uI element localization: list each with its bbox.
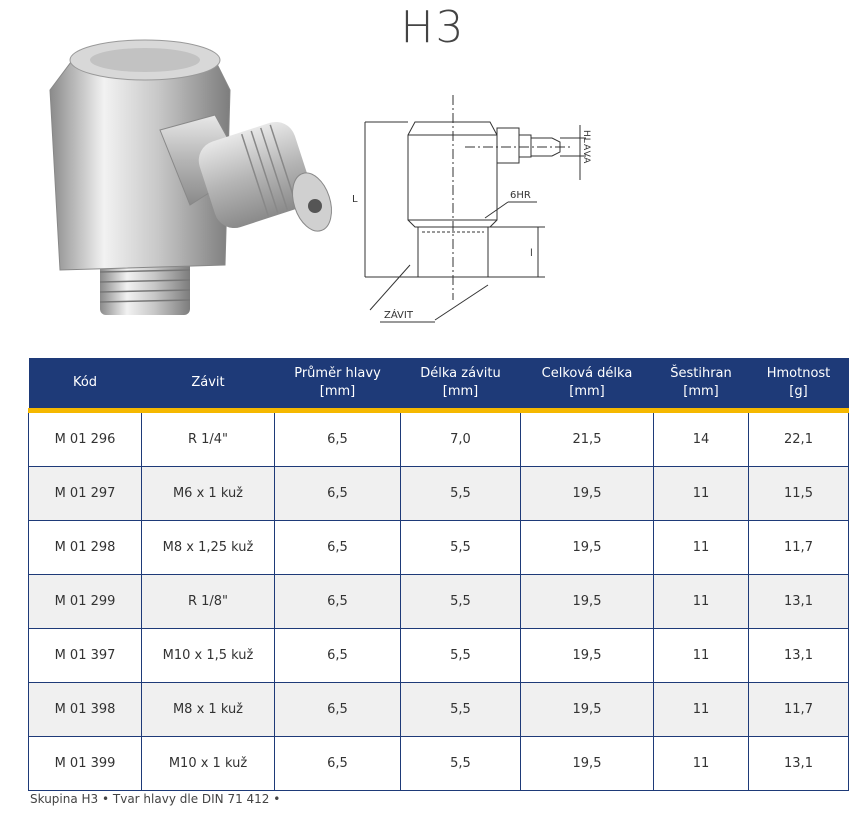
label-hlava: HLAVA <box>581 130 591 165</box>
cell-sestihran: 11 <box>654 521 749 575</box>
header-delka-zavitu: Délka závitu [mm] <box>401 358 521 411</box>
table-row <box>29 629 849 683</box>
cell-delka-zavitu: 5,5 <box>401 467 521 521</box>
cell-zavit: M8 x 1,25 kuž <box>142 521 275 575</box>
cell-celkova-delka: 19,5 <box>521 629 654 683</box>
cell-hmotnost: 13,1 <box>749 575 849 629</box>
cell-celkova-delka: 19,5 <box>521 521 654 575</box>
cell-prumer: 6,5 <box>275 467 401 521</box>
footer-note: Skupina H3 • Tvar hlavy dle DIN 71 412 • <box>30 792 281 806</box>
table-row <box>29 467 849 521</box>
cell-hmotnost: 11,7 <box>749 521 849 575</box>
cell-prumer: 6,5 <box>275 575 401 629</box>
cell-hmotnost: 13,1 <box>749 737 849 791</box>
cell-celkova-delka: 19,5 <box>521 737 654 791</box>
cell-prumer: 6,5 <box>275 521 401 575</box>
cell-prumer: 6,5 <box>275 629 401 683</box>
cell-sestihran: 11 <box>654 629 749 683</box>
cell-prumer: 6,5 <box>275 737 401 791</box>
table-row <box>29 521 849 575</box>
header-hmotnost: Hmotnost [g] <box>749 358 849 411</box>
cell-sestihran: 11 <box>654 467 749 521</box>
cell-kod: M 01 296 <box>29 411 142 467</box>
cell-kod: M 01 398 <box>29 683 142 737</box>
table-row <box>29 411 849 467</box>
spec-table <box>28 358 849 791</box>
cell-kod: M 01 299 <box>29 575 142 629</box>
cell-kod: M 01 298 <box>29 521 142 575</box>
header-prumer-hlavy: Průměr hlavy [mm] <box>275 358 401 411</box>
product-photo <box>40 20 340 330</box>
cell-celkova-delka: 19,5 <box>521 575 654 629</box>
header-kod: Kód <box>29 358 142 411</box>
table-row <box>29 737 849 791</box>
header-zavit: Závit <box>142 358 275 411</box>
cell-hmotnost: 11,5 <box>749 467 849 521</box>
cell-delka-zavitu: 5,5 <box>401 575 521 629</box>
cell-delka-zavitu: 5,5 <box>401 683 521 737</box>
cell-hmotnost: 13,1 <box>749 629 849 683</box>
cell-delka-zavitu: 5,5 <box>401 521 521 575</box>
cell-kod: M 01 297 <box>29 467 142 521</box>
cell-hmotnost: 11,7 <box>749 683 849 737</box>
cell-prumer: 6,5 <box>275 683 401 737</box>
cell-celkova-delka: 19,5 <box>521 467 654 521</box>
cell-kod: M 01 399 <box>29 737 142 791</box>
cell-zavit: R 1/8" <box>142 575 275 629</box>
label-L: L <box>352 194 358 205</box>
cell-delka-zavitu: 5,5 <box>401 737 521 791</box>
table-row <box>29 683 849 737</box>
cell-celkova-delka: 19,5 <box>521 683 654 737</box>
label-zavit: ZÁVIT <box>384 310 413 321</box>
cell-celkova-delka: 21,5 <box>521 411 654 467</box>
cell-zavit: M6 x 1 kuž <box>142 467 275 521</box>
technical-drawing <box>340 90 620 330</box>
table-row <box>29 575 849 629</box>
cell-sestihran: 11 <box>654 575 749 629</box>
header-sestihran: Šestihran [mm] <box>654 358 749 411</box>
table-header-row <box>29 358 849 411</box>
label-6hr: 6HR <box>510 190 531 201</box>
cell-zavit: M10 x 1,5 kuž <box>142 629 275 683</box>
cell-zavit: R 1/4" <box>142 411 275 467</box>
header-celkova-delka: Celková délka [mm] <box>521 358 654 411</box>
cell-delka-zavitu: 5,5 <box>401 629 521 683</box>
cell-zavit: M8 x 1 kuž <box>142 683 275 737</box>
cell-hmotnost: 22,1 <box>749 411 849 467</box>
cell-delka-zavitu: 7,0 <box>401 411 521 467</box>
cell-kod: M 01 397 <box>29 629 142 683</box>
cell-sestihran: 11 <box>654 683 749 737</box>
label-l: l <box>530 248 533 259</box>
cell-zavit: M10 x 1 kuž <box>142 737 275 791</box>
page-title: H3 <box>400 2 466 53</box>
cell-sestihran: 14 <box>654 411 749 467</box>
cell-prumer: 6,5 <box>275 411 401 467</box>
cell-sestihran: 11 <box>654 737 749 791</box>
